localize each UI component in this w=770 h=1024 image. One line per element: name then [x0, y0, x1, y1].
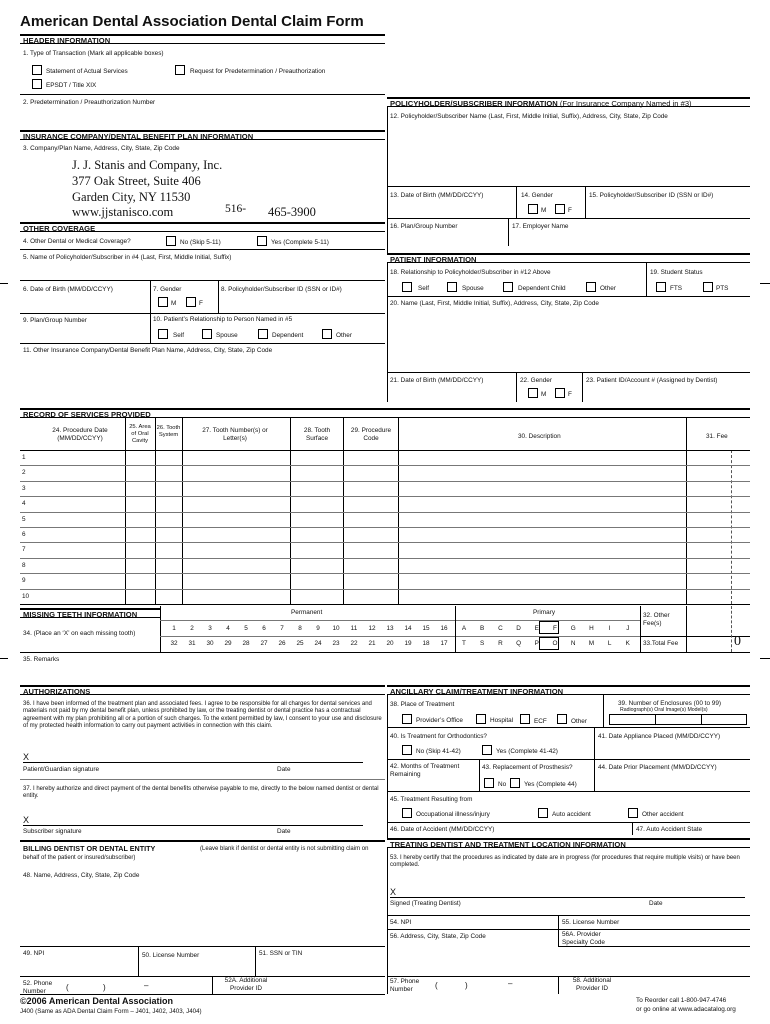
tooth-cell[interactable]: 14: [404, 625, 412, 632]
subscriber-sig-x: X: [23, 815, 30, 825]
service-row[interactable]: [20, 450, 750, 465]
service-row-number: 7: [22, 546, 26, 554]
col26-header: 26. Tooth System: [156, 425, 181, 438]
tooth-cell[interactable]: 11: [350, 625, 358, 632]
q1-label: 1. Type of Transaction (Mark all applicable boxes): [23, 50, 164, 57]
q19-fts-label: FTS: [670, 285, 683, 292]
predetermination-checkbox[interactable]: [175, 65, 185, 75]
ortho-yes-checkbox[interactable]: [482, 745, 492, 755]
service-row-number: 8: [22, 561, 26, 569]
place-other-checkbox[interactable]: [557, 714, 567, 724]
q14-female-checkbox[interactable]: [555, 204, 565, 214]
q7-male-label: M: [171, 300, 177, 307]
actual-services-label: Statement of Actual Services: [46, 68, 128, 75]
q57-dash: –: [508, 979, 513, 988]
q3-label: 3. Company/Plan Name, Address, City, State, Zip Code: [23, 145, 180, 152]
q47-label: 47. Auto Accident State: [636, 826, 703, 833]
q56a-label: 56A. Provider Specialty Code: [562, 931, 605, 946]
tooth-cell[interactable]: 10: [332, 625, 340, 632]
treating-sig-x: X: [390, 887, 397, 897]
tooth-cell[interactable]: I: [608, 625, 611, 632]
col25-header: 25. Area of Oral Cavity: [129, 424, 151, 444]
patient-sig-label: Patient/Guardian signature: [23, 766, 100, 773]
service-row-number: 5: [22, 515, 26, 523]
ortho-no-label: No (Skip 41-42): [416, 748, 461, 755]
patient-sig-date-label: Date: [277, 766, 291, 773]
predetermination-label: Request for Predetermination / Preauthorization: [190, 68, 326, 75]
ecf-checkbox[interactable]: [520, 714, 530, 724]
tooth-cell[interactable]: 21: [368, 640, 376, 647]
subscriber-signature-line[interactable]: [23, 825, 363, 826]
q19-pts-label: PTS: [716, 285, 729, 292]
q52-label: 52. Phone Number: [23, 980, 53, 995]
q57-label: 57. Phone Number: [390, 978, 420, 993]
q44-label: 44. Date Prior Placement (MM/DD/CCYY): [598, 764, 717, 771]
q6-label: 6. Date of Birth (MM/DD/CCYY): [23, 286, 113, 293]
q5-label: 5. Name of Policyholder/Subscriber in #4 (Last, First, Middle Initial, Suffix): [23, 254, 232, 261]
other-coverage-yes-checkbox[interactable]: [257, 236, 267, 246]
q10-dependent-label: Dependent: [272, 332, 304, 339]
q46-label: 46. Date of Accident (MM/DD/CCYY): [390, 826, 495, 833]
q57-paren-close: ): [465, 981, 468, 990]
tooth-cell[interactable]: G: [570, 625, 576, 632]
company-street: 377 Oak Street, Suite 406: [72, 174, 201, 188]
occupational-label: Occupational illness/injury: [416, 811, 490, 818]
q14-female-label: F: [568, 207, 572, 214]
q56-label: 56. Address, City, State, Zip Code: [390, 933, 486, 940]
tooth-cell[interactable]: C: [498, 625, 503, 632]
actual-services-checkbox[interactable]: [32, 65, 42, 75]
q16-label: 16. Plan/Group Number: [390, 223, 458, 230]
q22-female-checkbox[interactable]: [555, 388, 565, 398]
tooth-cell[interactable]: 16: [440, 625, 448, 632]
company-phone-area: 516-: [225, 203, 247, 215]
q52a-label: 52A. Additional Provider ID: [224, 977, 268, 992]
col27-header: 27. Tooth Number(s) or Letter(s): [202, 427, 268, 442]
other-accident-label: Other accident: [642, 811, 684, 818]
company-phone-number: 465-3900: [268, 205, 316, 219]
q23-label: 23. Patient ID/Account # (Assigned by Dentist): [586, 377, 718, 384]
q7-male-checkbox[interactable]: [158, 297, 168, 307]
policyholder-bar: [387, 97, 750, 107]
q53-text: 53. I hereby certify that the procedures as indicated by date are in progress (for procedures that require multiple visits) or have been completed.: [390, 855, 740, 869]
service-row[interactable]: [20, 465, 750, 480]
treating-bar: TREATING DENTIST AND TREATMENT LOCATION INFORMATION: [387, 838, 750, 848]
tooth-cell[interactable]: 23: [332, 640, 340, 647]
col31-header: 31. Fee: [706, 433, 728, 440]
q10-self-checkbox[interactable]: [158, 329, 168, 339]
auto-accident-label: Auto accident: [552, 811, 591, 818]
q48-label: 48. Name, Address, City, State, Zip Code: [23, 872, 140, 879]
col28-header: 28. Tooth Surface: [303, 427, 331, 442]
tooth-cell[interactable]: 2: [190, 625, 194, 632]
q18-dependent-label: Dependent Child: [518, 285, 566, 292]
billing-title: BILLING DENTIST OR DENTAL ENTITY: [23, 844, 156, 853]
service-row-number: 6: [22, 531, 26, 538]
tooth-cell[interactable]: 19: [404, 640, 412, 647]
q51-label: 51. SSN or TIN: [259, 950, 303, 957]
tooth-cell[interactable]: 18: [422, 640, 430, 647]
prosthesis-no-label: No: [498, 781, 507, 788]
prosthesis-yes-label: Yes (Complete 44): [524, 781, 577, 788]
service-row-number: 10: [22, 592, 30, 600]
q8-label: 8. Policyholder/Subscriber ID (SSN or ID#): [221, 286, 342, 293]
tooth-cell[interactable]: 28: [242, 640, 250, 647]
enclosure-boxes[interactable]: [609, 714, 747, 725]
tooth-cell[interactable]: L: [607, 640, 612, 647]
q40-label: 40. Is Treatment for Orthodontics?: [390, 733, 487, 740]
q39-sublabel: Radiograph(s) Oral Image(s) Model(s): [620, 707, 708, 713]
tooth-cell[interactable]: 1: [172, 625, 176, 632]
tooth-cell[interactable]: 17: [440, 640, 448, 647]
policyholder-note: (For Insurance Company Named in #3): [559, 99, 692, 108]
service-row-number: 4: [22, 500, 26, 508]
prosthesis-yes-checkbox[interactable]: [510, 778, 520, 788]
q4-label: 4. Other Dental or Medical Coverage?: [23, 238, 131, 245]
service-row[interactable]: [20, 496, 750, 511]
q36-text: 36. I have been informed of the treatment plan and associated fees. I agree to be responsible for all charges for dental services and materials not paid by my dental benefit plan, unless prohibited by law, or the treating dentist or dental practice has a contractual agreement with my plan prohibiting all or a portion of such charges. To the extent permitted by law, I consent to your use and disclosure of my protected health information to carry out payment activities in connection with this claim.: [23, 701, 382, 729]
tooth-cell[interactable]: 27: [260, 640, 268, 647]
epsdt-label: EPSDT / Title XIX: [46, 82, 97, 89]
q10-other-label: Other: [336, 332, 352, 339]
tooth-cell[interactable]: 15: [422, 625, 430, 632]
q52-paren-close: ): [103, 983, 106, 992]
place-other-label: Other: [571, 718, 587, 725]
q19-pts-checkbox[interactable]: [703, 282, 713, 292]
insurance-bar: INSURANCE COMPANY/DENTAL BENEFIT PLAN INFORMATION: [20, 130, 385, 140]
q18-label: 18. Relationship to Policyholder/Subscriber in #12 Above: [390, 269, 551, 276]
billing-note: [23, 845, 378, 863]
q7-label: 7. Gender: [153, 286, 182, 293]
tooth-cell[interactable]: 9: [316, 625, 320, 632]
q38-label: 38. Place of Treatment: [390, 701, 455, 708]
service-row-number: 1: [22, 454, 26, 461]
q50-label: 50. License Number: [142, 952, 200, 959]
tooth-cell[interactable]: M: [588, 640, 595, 647]
hospital-label: Hospital: [490, 717, 514, 724]
tooth-cell[interactable]: J: [626, 625, 630, 632]
q34-label: 34. (Place an ‘X’ on each missing tooth): [23, 630, 136, 637]
q10-other-checkbox[interactable]: [322, 329, 332, 339]
tooth-cell[interactable]: E: [534, 625, 539, 632]
tooth-cell[interactable]: A: [461, 625, 467, 632]
q10-spouse-label: Spouse: [216, 332, 238, 339]
q14-male-checkbox[interactable]: [528, 204, 538, 214]
hospital-checkbox[interactable]: [476, 714, 486, 724]
service-row[interactable]: [20, 589, 750, 604]
other-coverage-no-label: No (Skip 5-11): [180, 239, 221, 246]
q22-female-label: F: [568, 391, 572, 398]
service-row[interactable]: [20, 481, 750, 496]
q7-female-checkbox[interactable]: [186, 297, 196, 307]
providers-office-label: Provider’s Office: [416, 717, 463, 724]
tooth-cell[interactable]: 20: [386, 640, 394, 647]
tooth-cell[interactable]: 4: [226, 625, 230, 632]
q55-label: 55. License Number: [562, 919, 620, 926]
q18-self-checkbox[interactable]: [402, 282, 412, 292]
q35-label: 35. Remarks: [23, 656, 60, 663]
q32-label: 32. Other Fee(s): [643, 612, 670, 627]
col24-header: 24. Procedure Date (MM/DD/CCYY): [52, 427, 108, 442]
q37-text: 37. I hereby authorize and direct payment of the dental benefits otherwise payable to me, directly to the below named dentist or dental entity.: [23, 786, 379, 800]
treating-signed-label: Signed (Treating Dentist): [390, 900, 461, 907]
subscriber-sig-label: Subscriber signature: [23, 828, 82, 835]
q39-label: 39. Number of Enclosures (00 to 99): [618, 700, 722, 707]
q19-fts-checkbox[interactable]: [656, 282, 666, 292]
services-bar: RECORD OF SERVICES PROVIDED: [20, 408, 750, 418]
q18-dependent-checkbox[interactable]: [503, 282, 513, 292]
q20-label: 20. Name (Last, First, Middle Initial, Suffix), Address, City, State, Zip Code: [390, 300, 599, 307]
tooth-cell[interactable]: 6: [262, 625, 266, 632]
q22-male-checkbox[interactable]: [528, 388, 538, 398]
ancillary-bar: ANCILLARY CLAIM/TREATMENT INFORMATION: [387, 685, 750, 695]
q15-label: 15. Policyholder/Subscriber ID (SSN or ID#): [589, 192, 714, 199]
q14-label: 14. Gender: [521, 192, 553, 199]
missing-teeth-bar: MISSING TEETH INFORMATION: [20, 608, 160, 618]
q52-dash: –: [144, 981, 149, 990]
q19-label: 19. Student Status: [650, 269, 703, 276]
q17-label: 17. Employer Name: [512, 223, 569, 230]
tooth-cell[interactable]: 30: [206, 640, 214, 647]
tooth-cell[interactable]: O: [552, 640, 558, 647]
q18-self-label: Self: [418, 285, 430, 292]
q13-label: 13. Date of Birth (MM/DD/CCYY): [390, 192, 484, 199]
tooth-cell[interactable]: 8: [298, 625, 302, 632]
footer-copyright: ©2006 American Dental Association: [20, 996, 174, 1006]
q2-label: 2. Predetermination / Preauthorization Number: [23, 99, 156, 106]
q41-label: 41. Date Appliance Placed (MM/DD/CCYY): [598, 733, 721, 740]
q7-female-label: F: [199, 300, 203, 307]
footer-online: or go online at www.adacatalog.org: [636, 1006, 736, 1013]
tooth-cell[interactable]: 22: [350, 640, 358, 647]
ortho-no-checkbox[interactable]: [402, 745, 412, 755]
tooth-cell[interactable]: B: [480, 625, 485, 632]
treating-signature-line[interactable]: [390, 897, 745, 898]
tooth-cell[interactable]: 5: [244, 625, 248, 632]
q22-label: 22. Gender: [520, 377, 552, 384]
q14-male-label: M: [541, 207, 547, 214]
ecf-label: ECF: [534, 718, 547, 725]
q58-label: 58. Additional Provider ID: [572, 977, 612, 992]
q18-spouse-checkbox[interactable]: [447, 282, 457, 292]
other-coverage-bar: OTHER COVERAGE: [20, 222, 385, 232]
permanent-label: Permanent: [291, 609, 323, 616]
tooth-cell[interactable]: H: [589, 625, 594, 632]
service-row-number: 3: [22, 484, 26, 492]
service-row[interactable]: [20, 558, 750, 573]
tooth-cell[interactable]: 31: [188, 640, 196, 647]
q10-spouse-checkbox[interactable]: [202, 329, 212, 339]
q12-label: 12. Policyholder/Subscriber Name (Last, First, Middle Initial, Suffix), Address, City, State, Zip Code: [390, 113, 668, 120]
q33-label: 33.Total Fee: [643, 640, 679, 647]
service-row-number: 9: [22, 577, 26, 585]
tooth-cell[interactable]: S: [480, 640, 485, 647]
q49-label: 49. NPI: [23, 950, 45, 957]
tooth-cell[interactable]: 25: [296, 640, 304, 647]
tooth-cell[interactable]: P: [534, 640, 539, 647]
policyholder-title: POLICYHOLDER/SUBSCRIBER INFORMATION: [390, 99, 558, 108]
q18-other-checkbox[interactable]: [586, 282, 596, 292]
treating-date-label: Date: [649, 900, 663, 907]
tooth-cell[interactable]: 12: [368, 625, 376, 632]
tooth-cell[interactable]: 29: [224, 640, 232, 647]
q18-other-label: Other: [600, 285, 616, 292]
service-row[interactable]: [20, 542, 750, 557]
q10-label: 10. Patient’s Relationship to Person Named in #5: [153, 316, 293, 323]
q45-label: 45. Treatment Resulting from: [390, 796, 473, 803]
tooth-cell[interactable]: 7: [280, 625, 284, 632]
patient-signature-line[interactable]: [23, 762, 363, 763]
patient-bar: PATIENT INFORMATION: [387, 253, 750, 263]
footer-form-number: J400 (Same as ADA Dental Claim Form – J401, J402, J403, J404): [20, 1008, 202, 1015]
providers-office-checkbox[interactable]: [402, 714, 412, 724]
footer-reorder: To Reorder call 1-800-947-4746: [636, 997, 727, 1004]
epsdt-checkbox[interactable]: [32, 79, 42, 89]
service-row[interactable]: [20, 512, 750, 527]
q10-self-label: Self: [173, 332, 185, 339]
q18-spouse-label: Spouse: [462, 285, 484, 292]
tooth-cell[interactable]: K: [625, 640, 630, 647]
col30-header: 30. Description: [518, 433, 561, 440]
q10-dependent-checkbox[interactable]: [258, 329, 268, 339]
q21-label: 21. Date of Birth (MM/DD/CCYY): [390, 377, 484, 384]
tooth-cell[interactable]: D: [516, 625, 521, 632]
primary-label: Primary: [533, 609, 556, 616]
q52-paren-open: (: [66, 983, 69, 992]
q57-paren-open: (: [435, 981, 438, 990]
col29-header: 29. Procedure Code: [350, 427, 392, 442]
billing-note-text: (Leave blank if dentist or dental entity is not submitting claim on behalf of the patient or insured/subscriber): [23, 846, 369, 861]
tooth-cell[interactable]: 3: [208, 625, 212, 632]
tooth-cell[interactable]: 13: [386, 625, 394, 632]
other-coverage-yes-label: Yes (Complete 5-11): [271, 239, 329, 246]
tooth-cell[interactable]: Q: [516, 640, 522, 647]
other-coverage-no-checkbox[interactable]: [166, 236, 176, 246]
prosthesis-no-checkbox[interactable]: [484, 778, 494, 788]
q42-label: 42. Months of Treatment Remaining: [390, 763, 460, 778]
q43-label: 43. Replacement of Prosthesis?: [482, 764, 573, 771]
service-row-number: 2: [22, 469, 26, 477]
header-info-bar: HEADER INFORMATION: [20, 34, 385, 44]
auto-accident-checkbox[interactable]: [538, 808, 548, 818]
tooth-cell[interactable]: R: [498, 640, 503, 647]
tooth-cell[interactable]: N: [570, 640, 576, 647]
q11-label: 11. Other Insurance Company/Dental Benefit Plan Name, Address, City, State, Zip Code: [23, 347, 273, 354]
total-fee-value: 0: [734, 634, 741, 649]
service-row[interactable]: [20, 573, 750, 588]
tooth-cell[interactable]: F: [553, 625, 557, 632]
tooth-cell[interactable]: 32: [170, 640, 178, 647]
company-name: J. J. Stanis and Company, Inc.: [72, 158, 223, 172]
q54-label: 54. NPI: [390, 919, 412, 926]
tooth-cell[interactable]: 26: [278, 640, 286, 647]
company-city: Garden City, NY 11530: [72, 190, 191, 204]
q22-male-label: M: [541, 391, 547, 398]
authorizations-bar: AUTHORIZATIONS: [20, 685, 385, 695]
patient-sig-x: X: [23, 752, 30, 762]
other-accident-checkbox[interactable]: [628, 808, 638, 818]
subscriber-sig-date-label: Date: [277, 828, 291, 835]
company-website: www.jjstanisco.com: [72, 205, 174, 219]
occupational-checkbox[interactable]: [402, 808, 412, 818]
ortho-yes-label: Yes (Complete 41-42): [496, 748, 558, 755]
form-title: American Dental Association Dental Claim Form: [20, 13, 364, 30]
tooth-cell[interactable]: 24: [314, 640, 322, 647]
tooth-cell[interactable]: T: [462, 640, 466, 647]
q9-label: 9. Plan/Group Number: [23, 317, 87, 324]
service-row[interactable]: [20, 527, 750, 542]
